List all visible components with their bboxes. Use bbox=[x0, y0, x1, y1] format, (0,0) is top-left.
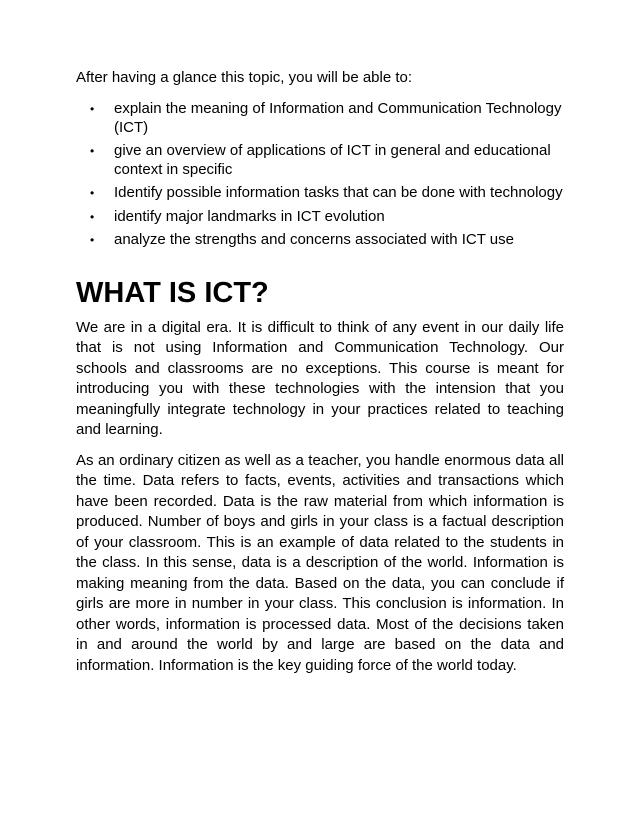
section-heading: WHAT IS ICT? bbox=[76, 276, 269, 309]
list-item bbox=[76, 100, 564, 137]
list-item-text: explain the meaning of Information and Communication Technology (ICT) bbox=[114, 100, 562, 136]
body-paragraph: We are in a digital era. It is difficult to think of any event in our daily life that is not using Information and Communication Technology. Our schools and classrooms are no exceptions. This course is meant for introducing you with these technologies with the intension that you meaningfully integrate technology in your practices related to teaching and learning. bbox=[76, 318, 564, 438]
bullet-icon: • bbox=[90, 186, 95, 200]
bullet-icon: • bbox=[90, 144, 95, 158]
list-item-text: Identify possible information tasks that can be done with technology bbox=[114, 184, 563, 201]
list-item bbox=[76, 184, 564, 203]
learning-objectives-list bbox=[76, 100, 564, 250]
list-item bbox=[76, 208, 564, 227]
list-item bbox=[76, 142, 564, 179]
bullet-icon: • bbox=[90, 102, 95, 116]
list-item-text: analyze the strengths and concerns associated with ICT use bbox=[114, 231, 514, 248]
bullet-icon: • bbox=[90, 233, 95, 247]
list-item bbox=[76, 231, 564, 250]
document-page bbox=[76, 68, 564, 686]
intro-text: After having a glance this topic, you will be able to: bbox=[76, 69, 413, 86]
list-item-text: identify major landmarks in ICT evolution bbox=[114, 207, 385, 225]
list-item-text: give an overview of applications of ICT in general and educational context in specific bbox=[114, 142, 551, 178]
bullet-icon: • bbox=[90, 209, 95, 224]
body-paragraph: As an ordinary citizen as well as a teacher, you handle enormous data all the time. Data refers to facts, events, activities and transactions which have been recorded. Data is the raw material from which information is produced. Number of boys and girls in your class is a factual description of your classroom. This is an example of data related to the students in the class. In this sense, data is a description of the world. Information is making meaning from the data. Based on the data, you can conclude if girls are more in number in your class. This conclusion is information. In other words, information is processed data. Most of the decisions taken in and around the world by and large are based on the data and information. Information is the key guiding force of the world today. bbox=[76, 451, 564, 674]
